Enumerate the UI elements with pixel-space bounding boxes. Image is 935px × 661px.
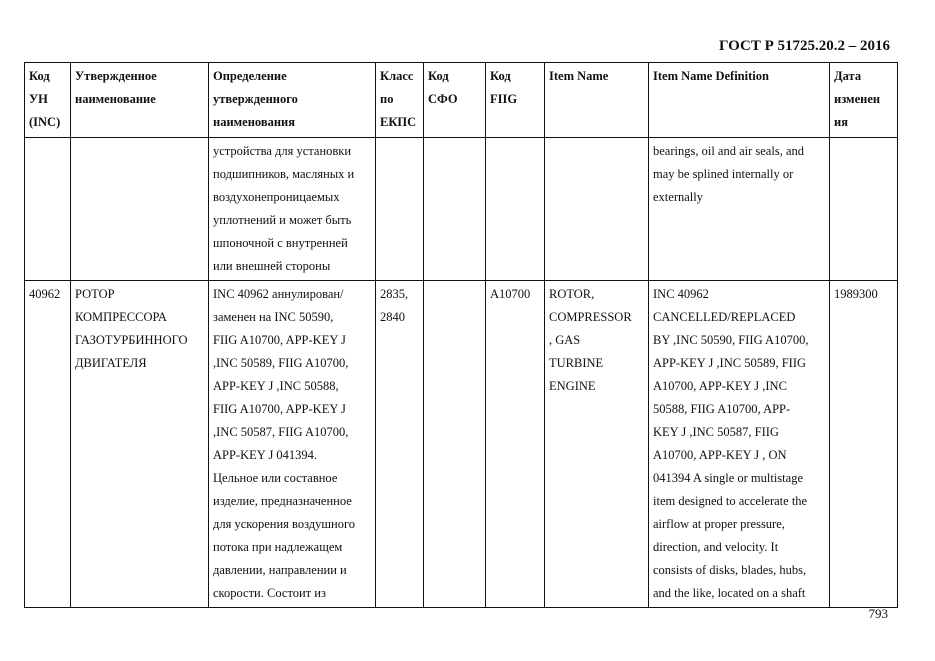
- header-fiig-code: [486, 63, 545, 138]
- text-line: ЕКПС: [380, 115, 417, 129]
- header-item-name: [545, 63, 649, 138]
- text-line: заменен на INC 50590,: [213, 310, 334, 324]
- text-line: Цельное или составное: [213, 471, 338, 485]
- text-line: APP-KEY J 041394.: [213, 448, 318, 462]
- text-line: скорости. Состоит из: [213, 586, 326, 600]
- cell-fiig-empty: [486, 138, 545, 281]
- text-line: уплотнений и может быть: [213, 213, 352, 227]
- text-line: подшипников, масляных и: [213, 167, 355, 181]
- text-line: Класс: [380, 69, 414, 83]
- cell-date-empty: [830, 138, 898, 281]
- text-line: ENGINE: [549, 379, 596, 393]
- text-line: потока при надлежащем: [213, 540, 343, 554]
- text-line: BY ,INC 50590, FIIG A10700,: [653, 333, 809, 347]
- text-line: утвержденного: [213, 92, 298, 106]
- text-line: 2835,: [380, 287, 409, 301]
- text-line: (INC): [29, 115, 61, 129]
- text-line: direction, and velocity. It: [653, 540, 779, 554]
- header-item-name-definition: [649, 63, 830, 138]
- cell-class-ekps: [376, 281, 424, 608]
- text-line: изменен: [834, 92, 881, 106]
- text-line: изделие, предназначенное: [213, 494, 352, 508]
- text-line: 50588, FIIG A10700, APP-: [653, 402, 791, 416]
- cell-class-empty: [376, 138, 424, 281]
- text-line: A10700, APP-KEY J ,INC: [653, 379, 787, 393]
- text-line: наименования: [213, 115, 296, 129]
- text-line: item designed to accelerate the: [653, 494, 808, 508]
- text-line: ROTOR,: [549, 287, 595, 301]
- text-line: 2840: [380, 310, 405, 324]
- cell-item-name: [545, 281, 649, 608]
- text-line: FIIG: [490, 92, 518, 106]
- text-line: давлении, направлении и: [213, 563, 347, 577]
- cell-inc: 40962: [25, 281, 71, 608]
- text-line: may be splined internally or: [653, 167, 794, 181]
- text-line: Утвержденное: [75, 69, 157, 83]
- text-line: по: [380, 92, 394, 106]
- text-line: INC 40962 аннулирован/: [213, 287, 344, 301]
- text-line: externally: [653, 190, 703, 204]
- text-line: ия: [834, 115, 848, 129]
- text-line: COMPRESSOR: [549, 310, 632, 324]
- text-line: ,INC 50589, FIIG A10700,: [213, 356, 349, 370]
- text-line: airflow at proper pressure,: [653, 517, 785, 531]
- table-header-row: [25, 63, 898, 138]
- header-approved-name-definition: [209, 63, 376, 138]
- cell-sfo-empty: [424, 138, 486, 281]
- cell-code-fiig: A10700: [486, 281, 545, 608]
- text-line: УН: [29, 92, 48, 106]
- text-line: для ускорения воздушного: [213, 517, 356, 531]
- header-approved-name: [71, 63, 209, 138]
- text-line: , GAS: [549, 333, 581, 347]
- text-line: 041394 A single or multistage: [653, 471, 803, 485]
- text-line: воздухонепроницаемых: [213, 190, 340, 204]
- text-line: РОТОР: [75, 287, 115, 301]
- text-line: Код: [29, 69, 50, 83]
- cell-name-ru: [71, 281, 209, 608]
- text-line: and the like, located on a shaft: [653, 586, 806, 600]
- text-line: APP-KEY J ,INC 50589, FIIG: [653, 356, 807, 370]
- text-line: Определение: [213, 69, 287, 83]
- text-line: наименование: [75, 92, 156, 106]
- table-row-continuation: [25, 138, 898, 281]
- text-line: A10700, APP-KEY J , ON: [653, 448, 787, 462]
- text-line: INC 40962: [653, 287, 709, 301]
- header-change-date: [830, 63, 898, 138]
- cell-definition-ru: [209, 281, 376, 608]
- text-line: ДВИГАТЕЛЯ: [75, 356, 147, 370]
- cell-item-name-empty: [545, 138, 649, 281]
- text-line: Код: [428, 69, 449, 83]
- header-sfo-code: [424, 63, 486, 138]
- text-line: КОМПРЕССОРА: [75, 310, 167, 324]
- header-ekps-class: [376, 63, 424, 138]
- text-line: Код: [490, 69, 511, 83]
- item-name-table: [24, 62, 898, 608]
- document-standard-title: ГОСТ Р 51725.20.2 – 2016: [718, 38, 890, 54]
- text-line: consists of disks, blades, hubs,: [653, 563, 807, 577]
- cell-name-empty: [71, 138, 209, 281]
- text-line: Item Name Definition: [653, 69, 769, 83]
- header-inc-code: [25, 63, 71, 138]
- text-line: или внешней стороны: [213, 259, 331, 273]
- cell-definition-en-continued: [649, 138, 830, 281]
- text-line: TURBINE: [549, 356, 604, 370]
- text-line: FIIG A10700, APP-KEY J: [213, 402, 346, 416]
- text-line: FIIG A10700, APP-KEY J: [213, 333, 346, 347]
- cell-inc-empty: [25, 138, 71, 281]
- text-line: KEY J ,INC 50587, FIIG: [653, 425, 779, 439]
- text-line: ГАЗОТУРБИННОГО: [75, 333, 188, 347]
- text-line: ,INC 50587, FIIG A10700,: [213, 425, 349, 439]
- text-line: Item Name: [549, 69, 609, 83]
- text-line: СФО: [428, 92, 458, 106]
- text-line: CANCELLED/REPLACED: [653, 310, 796, 324]
- text-line: устройства для установки: [213, 144, 352, 158]
- cell-change-date: 1989300: [830, 281, 898, 608]
- cell-definition-ru-continued: [209, 138, 376, 281]
- page-number: 793: [868, 606, 888, 621]
- table-row: [25, 281, 898, 608]
- text-line: bearings, oil and air seals, and: [653, 144, 804, 158]
- text-line: Дата: [834, 69, 862, 83]
- cell-definition-en: [649, 281, 830, 608]
- cell-code-sfo: [424, 281, 486, 608]
- text-line: шпоночной с внутренней: [213, 236, 348, 250]
- text-line: APP-KEY J ,INC 50588,: [213, 379, 339, 393]
